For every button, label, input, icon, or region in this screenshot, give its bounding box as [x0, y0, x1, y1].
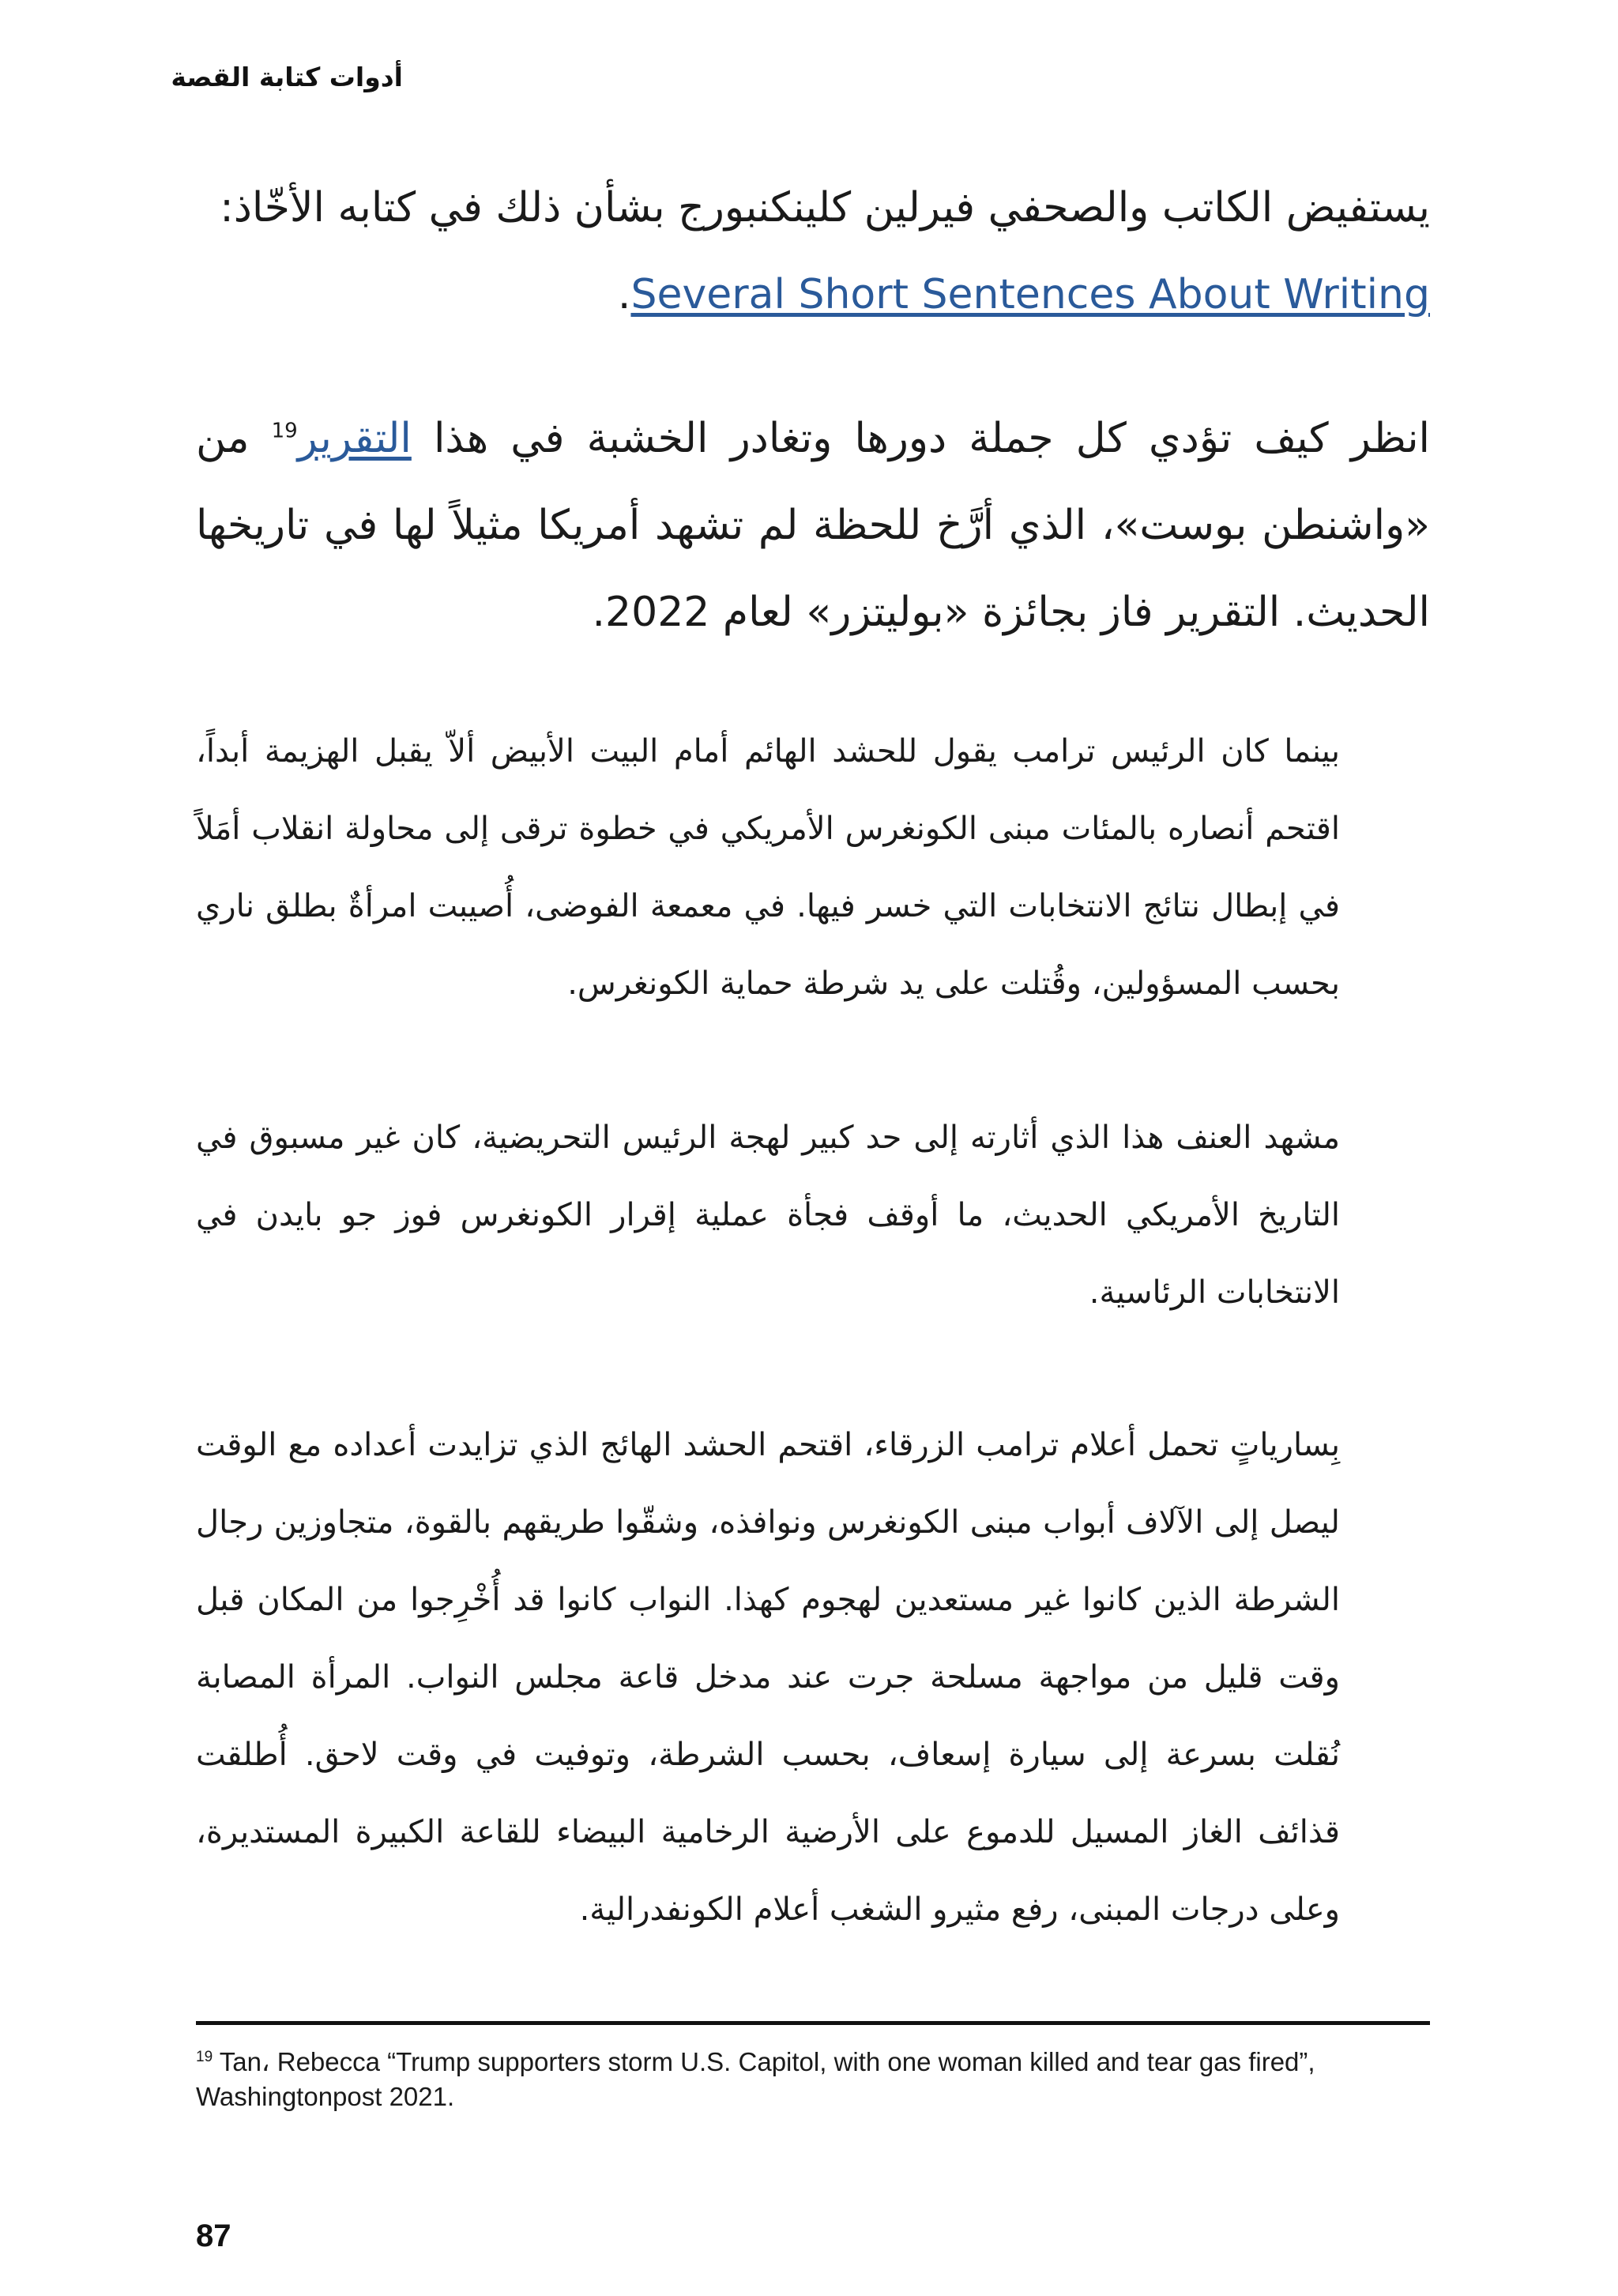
report-intro-before: انظر كيف تؤدي كل جملة دورها وتغادر الخشبة في هذا: [411, 415, 1430, 462]
report-intro-paragraph: [196, 395, 1430, 656]
report-link[interactable]: التقرير: [297, 415, 412, 462]
page-number: 87: [196, 2219, 231, 2253]
quote-paragraph: بينما كان الرئيس ترامب يقول للحشد الهائم أمام البيت الأبيض ألاّ يقبل الهزيمة أبداً، اقتحم أنصاره بالمئات مبنى الكونغرس الأمريكي في خطوة ترقى إلى محاولة انقلاب أمَلاً في إبطال نتائج الانتخابات التي خسر فيها. في معمعة الفوضى، أُصيبت امرأةٌ بطلق ناري بحسب المسؤولين، وقُتلت على يد شرطة حماية الكونغرس.: [196, 733, 1340, 1002]
quote-paragraph: مشهد العنف هذا الذي أثارته إلى حد كبير لهجة الرئيس التحريضية، كان غير مسبوق في التاريخ الأمريكي الحديث، ما أوقف فجأة عملية إقرار الكونغرس فوز جو بايدن في الانتخابات الرئاسية.: [196, 1120, 1340, 1311]
footnote: [196, 2045, 1430, 2114]
report-intro-after: من «واشنطن بوست»، الذي أرَّخ للحظة لم تشهد أمريكا مثيلاً لها في تاريخها الحديث. التقرير فاز بجائزة «بوليتزر» لعام 2022.: [196, 415, 1430, 636]
footnote-text: Tan، Rebecca “Trump supporters storm U.S. Capitol, with one woman killed and tear gas fired”, Washingtonpost 2021.: [196, 2047, 1315, 2111]
book-title-link[interactable]: Several Short Sentences About Writing: [630, 271, 1430, 318]
footnote-ref[interactable]: 19: [271, 419, 298, 443]
intro-text: يستفيض الكاتب والصحفي فيرلين كلينكنبورج بشأن ذلك في كتابه الأخّاذ:: [220, 184, 1430, 231]
quote-paragraph: بِسارياتٍ تحمل أعلام ترامب الزرقاء، اقتحم الحشد الهائج الذي تزايدت أعداده مع الوقت ليصل إلى الآلاف أبواب مبنى الكونغرس ونوافذه، وشقّوا طريقهم بالقوة، متجاوزين رجال الشرطة الذين كانوا غير مستعدين لهجوم كهذا. النواب كانوا قد أُخْرِجوا من المكان قبل وقت قليل من مواجهة مسلحة جرت عند مدخل قاعة مجلس النواب. المرأة المصابة نُقلت بسرعة إلى سيارة إسعاف، بحسب الشرطة، وتوفيت في وقت لاحق. أُطلقت قذائف الغاز المسيل للدموع على الأرضية الرخامية البيضاء للقاعة الكبيرة المستديرة، وعلى درجات المبنى، رفع مثيرو الشغب أعلام الكونفدرالية.: [196, 1427, 1340, 1928]
running-header: أدوات كتابة القصة: [171, 62, 403, 92]
footnote-number: 19: [196, 2049, 213, 2065]
intro-paragraph: [196, 164, 1430, 338]
footnote-divider: [196, 2021, 1430, 2025]
intro-end-punct: .: [617, 271, 631, 318]
